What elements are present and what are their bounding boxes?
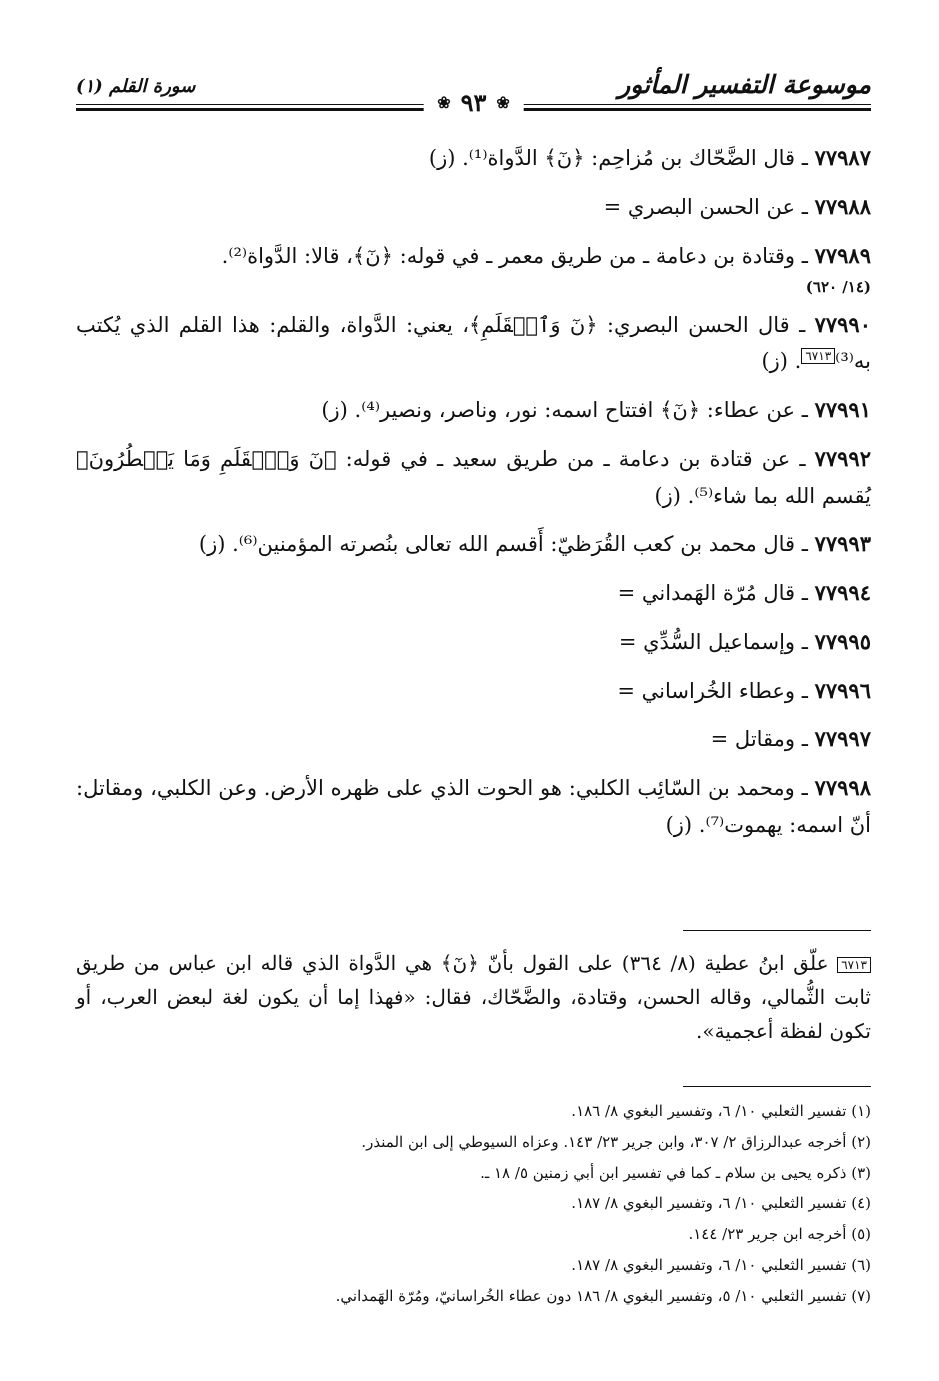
book-title: موسوعة التفسير المأثور xyxy=(618,70,871,99)
footnote: (٥) أخرجه ابن جرير ٢٣/ ١٤٤. xyxy=(688,1225,871,1243)
footnote: (٧) تفسير الثعلبي ١٠/ ٥، وتفسير البغوي ٨/ ١٨٦ دون عطاء الخُراسانيّ، ومُرّة الهَمداني. xyxy=(335,1286,871,1305)
hadith-entry xyxy=(76,575,871,612)
entry-number: ٧٧٩٨٧ xyxy=(814,145,871,170)
footnote: (٣) ذكره يحيى بن سلام ـ كما في تفسير ابن أبي زمنين ٥/ ١٨ ـ. xyxy=(480,1163,871,1182)
entry-number: ٧٧٩٩٨ xyxy=(814,775,871,800)
hadith-entry xyxy=(76,392,871,429)
entry-number: ٧٧٩٩٤ xyxy=(814,580,871,605)
hadith-entry xyxy=(76,526,871,563)
entry-number: ٧٧٩٨٩ xyxy=(814,242,871,268)
entry-number: ٧٧٩٩٠ xyxy=(814,311,871,337)
surah-title: سورة القلم (١) xyxy=(76,76,196,97)
footnote: (١) تفسير الثعلبي ١٠/ ٦، وتفسير البغوي ٨/ ١٨٦. xyxy=(571,1102,871,1120)
hadith-entry xyxy=(76,238,871,301)
entry-text: ـ ومحمد بن السّائِب الكلبي: هو الحوت الذي على ظهره الأرض. وعن الكلبي، ومقاتل: أنّ اسمه: يهموت⁽⁷⁾. (ز) xyxy=(76,776,871,837)
main-text xyxy=(76,140,871,856)
comment-separator xyxy=(683,930,871,931)
entry-source-ref: (١٤/ ٦٢٠) xyxy=(805,278,871,297)
ornament-icon: ❀ xyxy=(437,93,451,112)
comment-text: علّق ابنُ عطية (٨/ ٣٦٤) على القول بأنّ ﴿نٓ﴾ هي الدَّواة الذي قاله ابن عباس من طريق ثابت الثُّمالي، وقاله الحسن، وقتادة، والضَّحّاك، فقال: «فهذا إما أن يكون لغة لبعض العرب، أو تكون لفظة أعجمية». xyxy=(76,951,871,1043)
hadith-entry xyxy=(76,140,871,177)
comment-ref-box[interactable]: ٦٧١٣ xyxy=(801,348,835,364)
footnote: (٤) تفسير الثعلبي ١٠/ ٦، وتفسير البغوي ٨/ ١٨٧. xyxy=(571,1194,871,1213)
entry-text: ـ وعطاء الخُراساني = xyxy=(617,678,808,703)
entry-tail: . (ز) xyxy=(761,349,802,374)
editor-comment xyxy=(76,946,871,1048)
page-header xyxy=(76,64,871,117)
comment-ref-box: ٦٧١٣ xyxy=(837,957,871,973)
entry-number: ٧٧٩٩٥ xyxy=(814,628,871,654)
hadith-entry xyxy=(76,770,871,844)
hadith-entry xyxy=(76,189,871,226)
entry-number: ٧٧٩٩٣ xyxy=(814,531,871,557)
hadith-entry xyxy=(76,441,871,515)
page-number: ٩٣ xyxy=(460,88,487,117)
entry-text: ـ قال الضَّحّاك بن مُزاحِم: ﴿نٓ﴾ الدَّواة⁽¹⁾. (ز) xyxy=(428,146,808,170)
footnotes xyxy=(76,1096,871,1311)
entry-text: ـ عن الحسن البصري = xyxy=(603,194,808,219)
entry-text: ـ قال مُرّة الهَمداني = xyxy=(617,581,808,605)
footnote: (٢) أخرجه عبدالرزاق ٢/ ٣٠٧، وابن جرير ٢٣/ ١٤٣. وعزاه السيوطي إلى ابن المنذر. xyxy=(361,1132,871,1151)
entry-text: ـ وقتادة بن دعامة ـ من طريق معمر ـ في قوله: ﴿نٓ﴾، قالا: الدَّواة⁽²⁾. xyxy=(221,243,808,268)
entry-text: ـ وإسماعيل السُّدِّي = xyxy=(618,629,808,654)
entry-number: ٧٧٩٩١ xyxy=(814,397,871,422)
hadith-entry xyxy=(76,721,871,758)
hadith-entry xyxy=(76,673,871,710)
page-number-block xyxy=(423,88,524,117)
entry-number: ٧٧٩٩٢ xyxy=(814,445,871,471)
hadith-entry xyxy=(76,624,871,661)
entry-number: ٧٧٩٩٦ xyxy=(814,677,871,703)
entry-number: ٧٧٩٨٨ xyxy=(814,193,871,219)
entry-text: ـ عن عطاء: ﴿نٓ﴾ افتتاح اسمه: نور، وناصر، ونصير⁽⁴⁾. (ز) xyxy=(321,398,808,422)
entry-text: ـ ومقاتل = xyxy=(710,727,808,752)
hadith-entry xyxy=(76,307,871,381)
entry-text: ـ عن قتادة بن دعامة ـ من طريق سعيد ـ في قوله: ﴿نٓ وَٱلۡقَلَمِ وَمَا يَسۡطُرُونَ﴾ يُقسم الله بما شاء⁽⁵⁾. (ز) xyxy=(76,446,871,508)
entry-number: ٧٧٩٩٧ xyxy=(814,726,871,752)
entry-text: ـ قال محمد بن كعب القُرَظيّ: أَقسم الله تعالى بنُصرته المؤمنين⁽⁶⁾. (ز) xyxy=(198,532,808,557)
ornament-icon: ❀ xyxy=(496,93,510,112)
footnote: (٦) تفسير الثعلبي ١٠/ ٦، وتفسير البغوي ٨/ ١٨٧. xyxy=(571,1255,871,1274)
footnote-separator xyxy=(683,1086,871,1087)
entry-text: ـ قال الحسن البصري: ﴿نٓ وَٱلۡقَلَمِ﴾، يعني: الدَّواة، والقلم: هذا القلم الذي يُكتب به⁽³⁾ xyxy=(76,312,871,374)
